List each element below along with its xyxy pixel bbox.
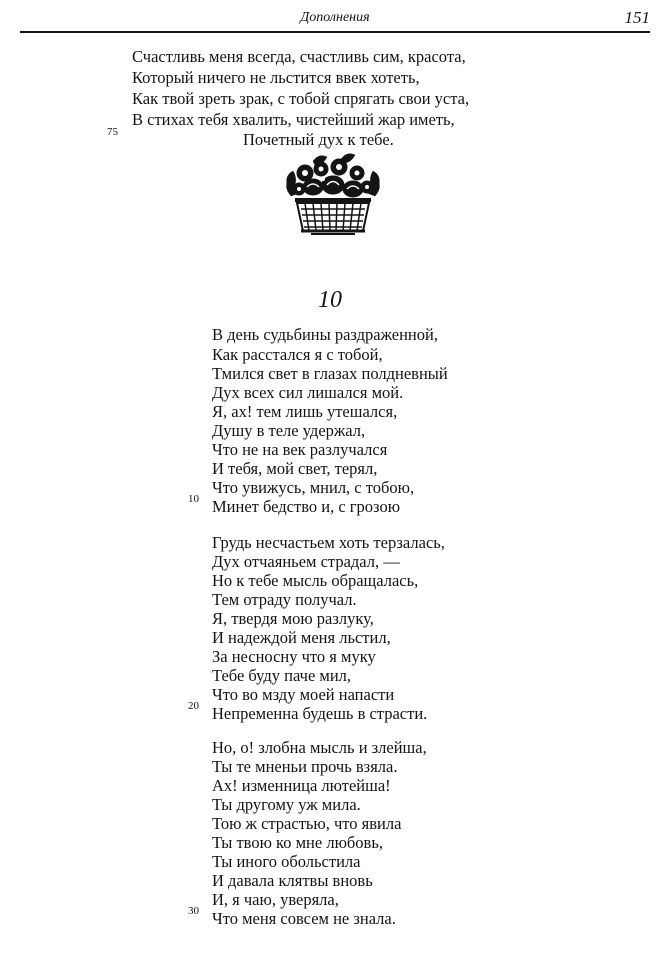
verse-line: Что меня совсем не знала. (212, 909, 396, 928)
verse-line: И давала клятвы вновь (212, 871, 373, 890)
verse-line: Тмился свет в глазах полдневный (212, 364, 448, 383)
page-number: 151 (624, 8, 650, 27)
verse-line: Как твой зреть зрак, с тобой спрягать свои уста, (132, 89, 470, 108)
verse-line: В день судьбины раздраженной, (212, 325, 438, 344)
verse-line: За несносну что я муку (212, 647, 376, 666)
line-number: 20 (188, 700, 199, 712)
running-head (20, 6, 650, 30)
verse-line: Ты другому уж мила. (212, 795, 361, 814)
verse-line: Ты твою ко мне любовь, (212, 833, 383, 852)
verse-line: Но к тебе мысль обращалась, (212, 571, 419, 590)
verse-line: Что увижусь, мнил, с тобою, (212, 478, 415, 497)
line-number: 30 (188, 905, 199, 917)
verse-line: Тем отраду получал. (212, 590, 357, 609)
verse-line: Счастливь меня всегда, счастливь сим, красота, (132, 47, 466, 66)
verse-line: Как расстался я с тобой, (212, 345, 383, 364)
verse-line: Я, твердя мою разлуку, (212, 609, 374, 628)
verse-line: Душу в теле удержал, (212, 421, 366, 440)
verse-line: Ты те мненьи прочь взяла. (212, 757, 398, 776)
verse-line: Дух всех сил лишался мой. (212, 383, 404, 402)
verse-line: Что во мзду моей напасти (212, 685, 395, 704)
verse-line: Ах! изменница лютейша! (212, 776, 391, 795)
verse-line: Грудь несчастьем хоть терзалась, (212, 533, 445, 552)
verse-line: Тою ж страстью, что явила (212, 814, 402, 833)
verse-line: И тебя, мой свет, терял, (212, 459, 378, 478)
verse-line: Но, о! злобна мысль и злейша, (212, 738, 427, 757)
verse-line: Непременна будешь в страсти. (212, 704, 428, 723)
verse-line: В стихах тебя хвалить, чистейший жар иметь, (132, 110, 455, 129)
poem-number: 10 (318, 287, 342, 313)
flower-basket-icon (283, 151, 383, 246)
verse-line: И надеждой меня льстил, (212, 628, 391, 647)
running-head-title: Дополнения (300, 10, 370, 25)
verse-line: Что не на век разлучался (212, 440, 388, 459)
verse-line: Почетный дух к тебе. (243, 130, 394, 149)
verse-line: Ты иного обольстила (212, 852, 361, 871)
verse-line: И, я чаю, уверяла, (212, 890, 339, 909)
verse-line: Тебе буду паче мил, (212, 666, 352, 685)
verse-line: Дух отчаяньем страдал, — (212, 552, 400, 571)
verse-line: Который ничего не льстится ввек хотеть, (132, 68, 420, 87)
line-number: 10 (188, 493, 199, 505)
verse-line: Я, ах! тем лишь утешался, (212, 402, 398, 421)
line-number: 75 (107, 126, 118, 138)
header-rule (20, 31, 650, 33)
verse-line: Минет бедство и, с грозою (212, 497, 401, 516)
